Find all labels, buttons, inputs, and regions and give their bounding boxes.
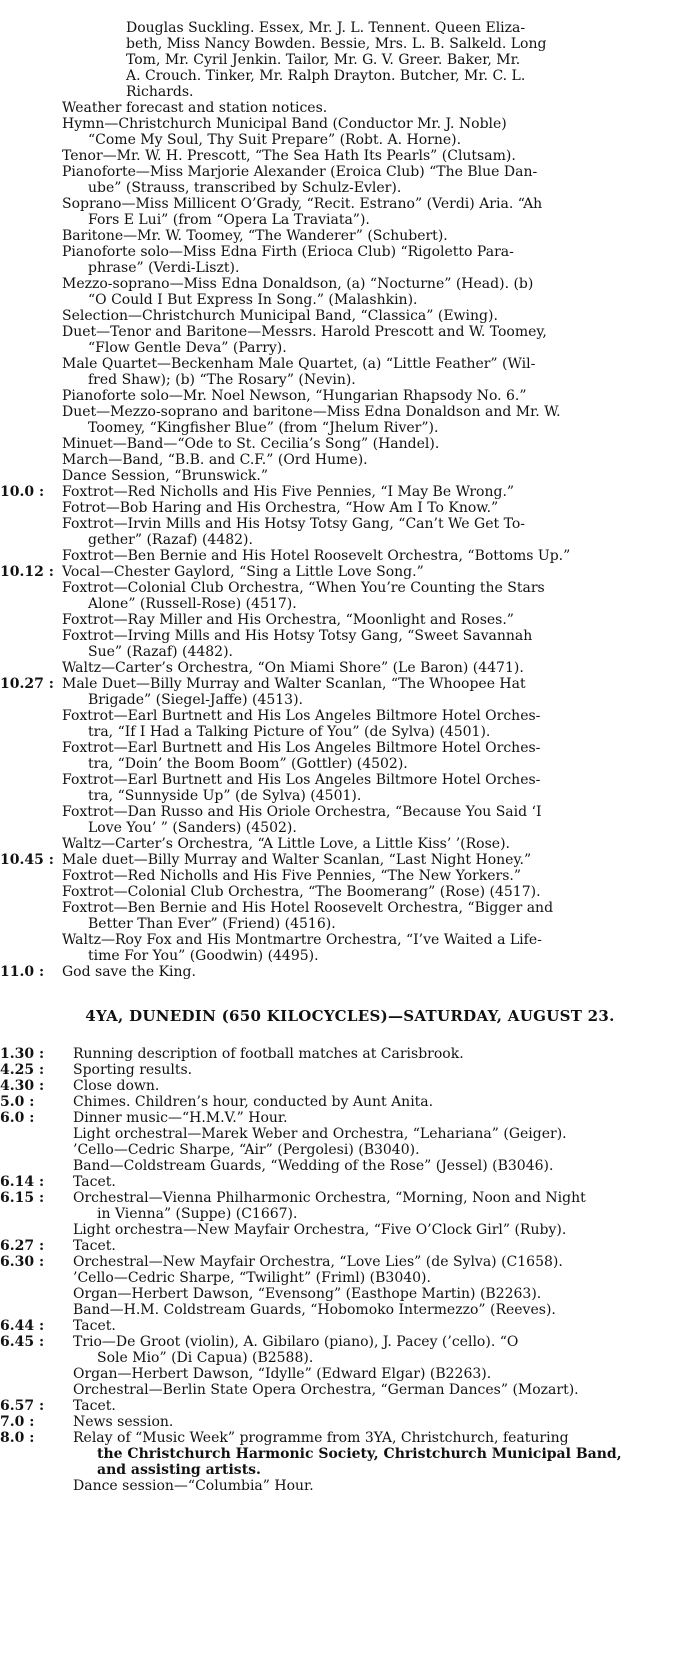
programme-text: Sole Mio” (Di Capua) (B2588). — [97, 1350, 314, 1366]
programme-line — [0, 1206, 700, 1222]
programme-text: Foxtrot—Red Nicholls and His Five Pennies, “I May Be Wrong.” — [62, 484, 515, 500]
programme-text: Close down. — [73, 1078, 160, 1094]
programme-line — [0, 468, 700, 484]
time-label: 10.12 : — [0, 564, 54, 580]
programme-text: Orchestral—Berlin State Opera Orchestra, “German Dances” (Mozart). — [73, 1382, 579, 1398]
programme-text: Foxtrot—Colonial Club Orchestra, “The Boomerang” (Rose) (4517). — [62, 884, 541, 900]
time-label: 6.44 : — [0, 1318, 45, 1334]
programme-line — [0, 1446, 700, 1462]
programme-text: Waltz—Carter’s Orchestra, “On Miami Shore” (Le Baron) (4471). — [62, 660, 524, 676]
programme-text: Foxtrot—Earl Burtnett and His Los Angeles Biltmore Hotel Orches- — [62, 740, 541, 756]
programme-line — [0, 564, 700, 580]
programme-text: Love You’ ” (Sanders) (4502). — [88, 820, 297, 836]
programme-text: Brigade” (Siegel-Jaffe) (4513). — [88, 692, 303, 708]
programme-line — [0, 1478, 700, 1494]
programme-line — [0, 948, 700, 964]
programme-line — [0, 868, 700, 884]
programme-line — [0, 340, 700, 356]
programme-text: ube” (Strauss, transcribed by Schulz-Evler). — [88, 180, 402, 196]
programme-text: Orchestral—New Mayfair Orchestra, “Love Lies” (de Sylva) (C1658). — [73, 1254, 563, 1270]
programme-text: Foxtrot—Red Nicholls and His Five Pennies, “The New Yorkers.” — [62, 868, 521, 884]
programme-text: Male Duet—Billy Murray and Walter Scanlan, “The Whoopee Hat — [62, 676, 526, 692]
programme-line — [0, 260, 700, 276]
time-label: 6.57 : — [0, 1398, 45, 1414]
programme-text: March—Band, “B.B. and C.F.” (Ord Hume). — [62, 452, 368, 468]
programme-line — [0, 772, 700, 788]
programme-text: Duet—Mezzo-soprano and baritone—Miss Edna Donaldson and Mr. W. — [62, 404, 561, 420]
programme-line — [0, 1238, 700, 1254]
programme-line — [0, 660, 700, 676]
programme-text: Mezzo-soprano—Miss Edna Donaldson, (a) “Nocturne” (Head). (b) — [62, 276, 534, 292]
time-label: 6.0 : — [0, 1110, 35, 1126]
programme-line — [0, 1142, 700, 1158]
time-label: 6.15 : — [0, 1190, 45, 1206]
time-label: 5.0 : — [0, 1094, 35, 1110]
programme-section-4ya — [0, 1046, 700, 1494]
programme-line — [0, 580, 700, 596]
programme-text: Foxtrot—Ray Miller and His Orchestra, “Moonlight and Roses.” — [62, 612, 514, 628]
programme-text: News session. — [73, 1414, 174, 1430]
programme-text: fred Shaw); (b) “The Rosary” (Nevin). — [88, 372, 356, 388]
programme-text: Foxtrot—Colonial Club Orchestra, “When You’re Counting the Stars — [62, 580, 545, 596]
programme-line — [0, 916, 700, 932]
programme-line — [0, 100, 700, 116]
programme-text: Foxtrot—Earl Burtnett and His Los Angeles Biltmore Hotel Orches- — [62, 772, 541, 788]
programme-line — [0, 36, 700, 52]
time-label: 10.27 : — [0, 676, 54, 692]
programme-text: Duet—Tenor and Baritone—Messrs. Harold Prescott and W. Toomey, — [62, 324, 547, 340]
programme-line — [0, 1350, 700, 1366]
programme-text: Foxtrot—Irving Mills and His Hotsy Totsy Gang, “Sweet Savannah — [62, 628, 533, 644]
time-label: 4.25 : — [0, 1062, 45, 1078]
programme-line — [0, 404, 700, 420]
programme-text: God save the King. — [62, 964, 196, 980]
programme-text: Foxtrot—Ben Bernie and His Hotel Roosevelt Orchestra, “Bottoms Up.” — [62, 548, 571, 564]
programme-line — [0, 84, 700, 100]
programme-text: A. Crouch. Tinker, Mr. Ralph Drayton. Butcher, Mr. C. L. — [126, 68, 526, 84]
programme-line — [0, 1062, 700, 1078]
programme-text: Selection—Christchurch Municipal Band, “Classica” (Ewing). — [62, 308, 498, 324]
programme-text: Foxtrot—Ben Bernie and His Hotel Roosevelt Orchestra, “Bigger and — [62, 900, 554, 916]
programme-line — [0, 484, 700, 500]
time-label: 1.30 : — [0, 1046, 45, 1062]
programme-line — [0, 148, 700, 164]
programme-line — [0, 884, 700, 900]
programme-text: Tom, Mr. Cyril Jenkin. Tailor, Mr. G. V. Greer. Baker, Mr. — [126, 52, 521, 68]
programme-line — [0, 180, 700, 196]
programme-text: tra, “If I Had a Talking Picture of You” (de Sylva) (4501). — [88, 724, 491, 740]
programme-line — [0, 244, 700, 260]
programme-text: Chimes. Children’s hour, conducted by Aunt Anita. — [73, 1094, 434, 1110]
programme-text: Light orchestra—New Mayfair Orchestra, “Five O’Clock Girl” (Ruby). — [73, 1222, 567, 1238]
programme-line — [0, 132, 700, 148]
programme-line — [0, 1286, 700, 1302]
programme-line — [0, 548, 700, 564]
programme-text: Tacet. — [73, 1238, 116, 1254]
programme-line — [0, 116, 700, 132]
programme-text: ’Cello—Cedric Sharpe, “Twilight” (Friml) (B3040). — [73, 1270, 431, 1286]
programme-line — [0, 628, 700, 644]
programme-line — [0, 388, 700, 404]
programme-text: Tacet. — [73, 1174, 116, 1190]
programme-line — [0, 596, 700, 612]
programme-line — [0, 1094, 700, 1110]
programme-text: and assisting artists. — [97, 1462, 261, 1478]
time-label: 6.14 : — [0, 1174, 45, 1190]
programme-text: Organ—Herbert Dawson, “Evensong” (Easthope Martin) (B2263). — [73, 1286, 542, 1302]
programme-line — [0, 212, 700, 228]
programme-text: Better Than Ever” (Friend) (4516). — [88, 916, 336, 932]
programme-text: Baritone—Mr. W. Toomey, “The Wanderer” (Schubert). — [62, 228, 448, 244]
programme-text: Trio—De Groot (violin), A. Gibilaro (piano), J. Pacey (’cello). “O — [73, 1334, 519, 1350]
programme-text: Sporting results. — [73, 1062, 193, 1078]
programme-text: “O Could I But Express In Song.” (Malashkin). — [88, 292, 418, 308]
programme-line — [0, 1046, 700, 1062]
programme-line — [0, 356, 700, 372]
programme-text: the Christchurch Harmonic Society, Christchurch Municipal Band, — [97, 1446, 622, 1462]
programme-text: Minuet—Band—“Ode to St. Cecilia’s Song” (Handel). — [62, 436, 440, 452]
programme-line — [0, 900, 700, 916]
programme-line — [0, 1398, 700, 1414]
programme-text: Tacet. — [73, 1318, 116, 1334]
time-label: 6.45 : — [0, 1334, 45, 1350]
programme-text: phrase” (Verdi-Liszt). — [88, 260, 240, 276]
programme-line — [0, 1174, 700, 1190]
programme-line — [0, 1382, 700, 1398]
programme-text: Sue” (Razaf) (4482). — [88, 644, 233, 660]
programme-line — [0, 1366, 700, 1382]
programme-line — [0, 68, 700, 84]
programme-text: Pianoforte solo—Miss Edna Firth (Erioca Club) “Rigoletto Para- — [62, 244, 514, 260]
programme-text: Running description of football matches at Carisbrook. — [73, 1046, 464, 1062]
programme-line — [0, 436, 700, 452]
programme-text: Organ—Herbert Dawson, “Idylle” (Edward Elgar) (B2263). — [73, 1366, 492, 1382]
programme-text: Hymn—Christchurch Municipal Band (Conductor Mr. J. Noble) — [62, 116, 507, 132]
programme-text: Douglas Suckling. Essex, Mr. J. L. Tennent. Queen Eliza- — [126, 20, 526, 36]
programme-line — [0, 1190, 700, 1206]
programme-line — [0, 1270, 700, 1286]
programme-line — [0, 164, 700, 180]
programme-text: gether” (Razaf) (4482). — [88, 532, 253, 548]
programme-line — [0, 1334, 700, 1350]
time-label: 10.45 : — [0, 852, 54, 868]
programme-text: Tacet. — [73, 1398, 116, 1414]
programme-text: tra, “Sunnyside Up” (de Sylva) (4501). — [88, 788, 362, 804]
programme-text: beth, Miss Nancy Bowden. Bessie, Mrs. L. B. Salkeld. Long — [126, 36, 547, 52]
programme-text: Fors E Lui” (from “Opera La Traviata”). — [88, 212, 370, 228]
programme-line — [0, 532, 700, 548]
programme-line — [0, 692, 700, 708]
programme-text: Fotrot—Bob Haring and His Orchestra, “How Am I To Know.” — [62, 500, 499, 516]
programme-line — [0, 1318, 700, 1334]
programme-text: “Come My Soul, Thy Suit Prepare” (Robt. A. Horne). — [88, 132, 462, 148]
programme-text: Male duet—Billy Murray and Walter Scanlan, “Last Night Honey.” — [62, 852, 532, 868]
programme-line — [0, 196, 700, 212]
programme-text: Band—Coldstream Guards, “Wedding of the Rose” (Jessel) (B3046). — [73, 1158, 554, 1174]
programme-text: Male Quartet—Beckenham Male Quartet, (a) “Little Feather” (Wil- — [62, 356, 536, 372]
time-label: 11.0 : — [0, 964, 45, 980]
programme-text: Vocal—Chester Gaylord, “Sing a Little Love Song.” — [62, 564, 424, 580]
programme-line — [0, 372, 700, 388]
programme-line — [0, 452, 700, 468]
programme-line — [0, 1126, 700, 1142]
programme-text: Foxtrot—Dan Russo and His Oriole Orchestra, “Because You Said ‘I — [62, 804, 542, 820]
time-label: 4.30 : — [0, 1078, 45, 1094]
programme-text: Soprano—Miss Millicent O’Grady, “Recit. Estrano” (Verdi) Aria. “Ah — [62, 196, 543, 212]
programme-text: Band—H.M. Coldstream Guards, “Hobomoko Intermezzo” (Reeves). — [73, 1302, 556, 1318]
programme-line — [0, 292, 700, 308]
programme-line — [0, 516, 700, 532]
programme-line — [0, 1078, 700, 1094]
programme-line — [0, 324, 700, 340]
programme-line — [0, 820, 700, 836]
programme-text: “Flow Gentle Deva” (Parry). — [88, 340, 287, 356]
programme-text: time For You” (Goodwin) (4495). — [88, 948, 319, 964]
programme-line — [0, 788, 700, 804]
programme-text: Dinner music—“H.M.V.” Hour. — [73, 1110, 288, 1126]
programme-text: Foxtrot—Irvin Mills and His Hotsy Totsy Gang, “Can’t We Get To- — [62, 516, 525, 532]
programme-line — [0, 276, 700, 292]
programme-line — [0, 1462, 700, 1478]
programme-text: Orchestral—Vienna Philharmonic Orchestra, “Morning, Noon and Night — [73, 1190, 586, 1206]
programme-text: Weather forecast and station notices. — [62, 100, 328, 116]
programme-text: ’Cello—Cedric Sharpe, “Air” (Pergolesi) (B3040). — [73, 1142, 420, 1158]
programme-text: Pianoforte—Miss Marjorie Alexander (Eroica Club) “The Blue Dan- — [62, 164, 538, 180]
programme-text: Relay of “Music Week” programme from 3YA, Christchurch, featuring — [73, 1430, 569, 1446]
time-label: 6.27 : — [0, 1238, 45, 1254]
programme-line — [0, 932, 700, 948]
programme-text: Waltz—Roy Fox and His Montmartre Orchestra, “I’ve Waited a Life- — [62, 932, 542, 948]
programme-line — [0, 708, 700, 724]
programme-line — [0, 1158, 700, 1174]
programme-text: Light orchestral—Marek Weber and Orchestra, “Lehariana” (Geiger). — [73, 1126, 567, 1142]
programme-line — [0, 676, 700, 692]
programme-text: Foxtrot—Earl Burtnett and His Los Angeles Biltmore Hotel Orches- — [62, 708, 541, 724]
programme-text: Pianoforte solo—Mr. Noel Newson, “Hungarian Rhapsody No. 6.” — [62, 388, 527, 404]
programme-line — [0, 740, 700, 756]
programme-line — [0, 1110, 700, 1126]
programme-text: Waltz—Carter’s Orchestra, “A Little Love, a Little Kiss’ ’(Rose). — [62, 836, 510, 852]
programme-line — [0, 20, 700, 36]
programme-text: in Vienna” (Suppe) (C1667). — [97, 1206, 298, 1222]
programme-line — [0, 612, 700, 628]
programme-text: Richards. — [126, 84, 194, 100]
programme-line — [0, 804, 700, 820]
programme-line — [0, 500, 700, 516]
programme-line — [0, 1414, 700, 1430]
time-label: 6.30 : — [0, 1254, 45, 1270]
time-label: 8.0 : — [0, 1430, 35, 1446]
programme-line — [0, 964, 700, 980]
time-label: 10.0 : — [0, 484, 45, 500]
station-heading: 4YA, DUNEDIN (650 KILOCYCLES)—SATURDAY, AUGUST 23. — [85, 1007, 615, 1025]
programme-line — [0, 228, 700, 244]
programme-text: Alone” (Russell-Rose) (4517). — [88, 596, 297, 612]
programme-text: Dance session—“Columbia” Hour. — [73, 1478, 314, 1494]
programme-line — [0, 420, 700, 436]
programme-line — [0, 1302, 700, 1318]
programme-line — [0, 1254, 700, 1270]
programme-text: Tenor—Mr. W. H. Prescott, “The Sea Hath Its Pearls” (Clutsam). — [62, 148, 516, 164]
programme-line — [0, 852, 700, 868]
programme-line — [0, 644, 700, 660]
programme-line — [0, 1222, 700, 1238]
programme-line — [0, 308, 700, 324]
programme-line — [0, 756, 700, 772]
time-label: 7.0 : — [0, 1414, 35, 1430]
programme-text: tra, “Doin’ the Boom Boom” (Gottler) (4502). — [88, 756, 408, 772]
programme-text: Toomey, “Kingfisher Blue” (from “Jhelum River”). — [88, 420, 439, 436]
programme-line — [0, 52, 700, 68]
programme-line — [0, 1430, 700, 1446]
programme-line — [0, 836, 700, 852]
programme-text: Dance Session, “Brunswick.” — [62, 468, 268, 484]
programme-line — [0, 724, 700, 740]
